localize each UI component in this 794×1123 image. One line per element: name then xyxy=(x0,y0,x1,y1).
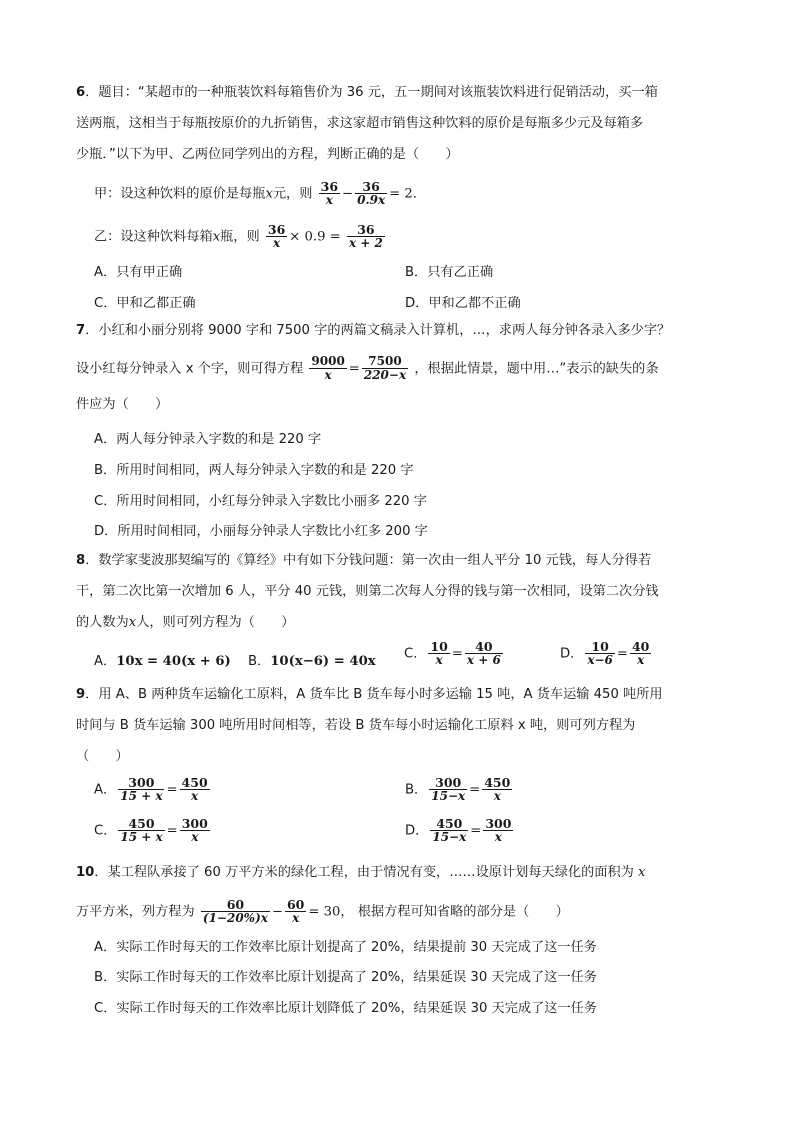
q8-line2: 干，第二次比第一次增加 6 人，平分 40 元钱，则第二次每人分得的钱与第一次相同，设第二次分钱 xyxy=(76,584,659,599)
q7-option-a: A．两人每分钟录入字数的和是 220 字 xyxy=(94,432,322,447)
q9-option-c: C． $\frac{450}{15 + x}$ = $\frac{300}{x}$ xyxy=(94,816,208,844)
q10-option-a: A．实际工作时每天的工作效率比原计划提高了 20%，结果提前 30 天完成了这一任务 xyxy=(94,940,597,955)
q10-fraction-1: $\frac{60}{(1-20\%)x}$ xyxy=(202,897,268,925)
q10-text-2a: 万平方米，列方程为 xyxy=(76,904,195,920)
jia-label-2: 元，则 xyxy=(272,186,313,202)
q10-text-2b: 根据方程可知省略的部分是（ ） xyxy=(357,904,569,920)
q10-eq-tail: = 30， xyxy=(308,904,354,920)
q7-eq: = xyxy=(348,361,360,377)
q6-line2: 送两瓶，这相当于每瓶按原价的九折销售，求这家超市销售这种饮料的原价是每瓶多少元及每箱多 xyxy=(76,116,644,131)
q6-equation-yi xyxy=(94,223,387,250)
jia-fraction-1: $\frac{36}{x}$ xyxy=(320,179,339,207)
q7-fraction-1: $\frac{9000}{x}$ xyxy=(311,354,345,382)
q7-option-b: B．所用时间相同，两人每分钟录入字数的和是 220 字 xyxy=(94,463,414,478)
jia-fraction-2: $\frac{36}{0.9x}$ xyxy=(357,179,386,207)
q7-number: 7 xyxy=(76,323,86,338)
yi-label-2: 瓶，则 xyxy=(220,229,260,245)
q10-line2 xyxy=(76,898,569,925)
q8-line3 xyxy=(76,614,294,632)
q6-text-1: ．题目：“某超市的一种瓶装饮料每箱售价为 36 元，五一期间对该瓶装饮料进行促销活动，买一箱 xyxy=(85,85,658,100)
q8-text-1: ．数学家斐波那契编写的《算经》中有如下分钱问题：第一次由一组人平分 10 元钱，每人分得若 xyxy=(85,553,652,568)
q8-text-3b: 人，则可列方程为（ ） xyxy=(136,615,295,630)
q6-option-a: A．只有甲正确 xyxy=(94,265,183,280)
q7-option-c: C．所用时间相同，小红每分钟录入字数比小丽多 220 字 xyxy=(94,494,427,509)
q10-text-1: ．某工程队承接了 60 万平方米的绿化工程，由于情况有变，……设原计划每天绿化的面积为 xyxy=(94,865,634,880)
q6-line3: 少瓶．”以下为甲、乙两位同学列出的方程，判断正确的是（ ） xyxy=(76,147,459,162)
q6-number: 6 xyxy=(76,85,86,100)
q6-option-b: B．只有乙正确 xyxy=(405,265,494,280)
q8-option-a: A．10x = 40(x + 6) xyxy=(94,654,231,669)
jia-label: 甲：设这种饮料的原价是每瓶 xyxy=(94,186,266,202)
q7-text-2b: ，根据此情景，题中用…”表示的缺失的条 xyxy=(414,361,659,377)
q6-option-d: D．甲和乙都不正确 xyxy=(405,296,521,311)
q7-text-1: ．小红和小丽分别将 9000 字和 7500 字的两篇文稿录入计算机，…，求两人每分钟各录入多少字？ xyxy=(85,323,671,338)
q8-option-c: C． $\frac{10}{x}$ = $\frac{40}{x + 6}$ xyxy=(404,639,501,667)
q6-line1 xyxy=(76,84,658,102)
q10-option-b: B．实际工作时每天的工作效率比原计划提高了 20%，结果延误 30 天完成了这一任务 xyxy=(94,970,597,985)
q9-line3: （ ） xyxy=(76,749,129,764)
q6-equation-jia xyxy=(94,180,426,207)
q6-option-c: C．甲和乙都正确 xyxy=(94,296,196,311)
q8-text-3a: 的人数为 xyxy=(76,615,129,630)
yi-var: x xyxy=(212,229,221,245)
jia-minus: − xyxy=(342,186,354,202)
jia-tail: = 2． xyxy=(389,186,426,202)
q8-line1 xyxy=(76,552,651,570)
q7-line1 xyxy=(76,322,670,340)
q10-option-c: C．实际工作时每天的工作效率比原计划降低了 20%，结果延误 30 天完成了这一任务 xyxy=(94,1001,598,1016)
q7-option-d: D．所用时间相同，小丽每分钟录人字数比小红多 200 字 xyxy=(94,524,428,539)
yi-mid: × 0.9 = xyxy=(289,229,341,245)
q10-line1 xyxy=(76,864,645,882)
q7-line2 xyxy=(76,355,659,382)
q9-option-b: B． $\frac{300}{15-x}$ = $\frac{450}{x}$ xyxy=(405,775,511,803)
q10-number: 10 xyxy=(76,865,95,880)
q8-option-b: B．10(x−6) = 40x xyxy=(248,654,376,669)
yi-fraction-1: $\frac{36}{x}$ xyxy=(267,222,286,250)
q9-line2: 时间与 B 货车运输 300 吨所用时间相等，若设 B 货车每小时运输化工原料 x 吨，则可列方程为 xyxy=(76,718,636,733)
q10-var: x xyxy=(638,865,646,880)
q7-text-2a: 设小红每分钟录入 x 个字，则可得方程 xyxy=(76,361,304,377)
q9-line1 xyxy=(76,686,663,704)
q9-option-d: D． $\frac{450}{15-x}$ = $\frac{300}{x}$ xyxy=(405,816,512,844)
jia-var: x xyxy=(265,186,273,202)
q9-number: 9 xyxy=(76,687,86,702)
q8-option-d: D． $\frac{10}{x-6}$ = $\frac{40}{x}$ xyxy=(560,639,650,667)
q8-var: x xyxy=(128,615,137,630)
q9-option-a: A． $\frac{300}{15 + x}$ = $\frac{450}{x}$ xyxy=(94,775,208,803)
q10-minus: − xyxy=(271,904,283,920)
q7-fraction-2: $\frac{7500}{220-x}$ xyxy=(363,354,407,382)
q8-number: 8 xyxy=(76,553,86,568)
q7-line3: 件应为（ ） xyxy=(76,397,169,412)
q9-text-1: ．用 A、B 两种货车运输化工原料，A 货车比 B 货车每小时多运输 15 吨，A 货车运输 450 吨所用 xyxy=(85,687,663,702)
yi-fraction-2: $\frac{36}{x + 2}$ xyxy=(348,222,383,250)
yi-label: 乙：设这种饮料每箱 xyxy=(94,229,213,245)
q10-fraction-2: $\frac{60}{x}$ xyxy=(286,897,305,925)
